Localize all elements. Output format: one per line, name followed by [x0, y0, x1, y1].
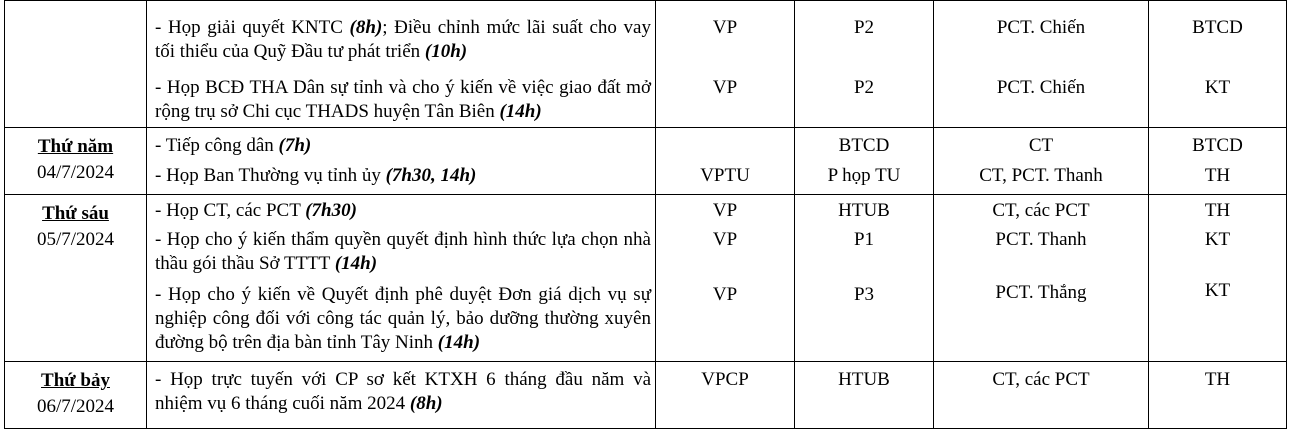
day-cell — [5, 128, 147, 195]
prep-value: KT — [1204, 229, 1231, 250]
chair-value: CT, PCT. Thanh — [979, 165, 1103, 186]
agenda-time: (14h) — [334, 253, 378, 274]
host-cell — [656, 195, 795, 362]
host-cell — [656, 128, 795, 195]
room-value: P họp TU — [827, 165, 901, 186]
agenda-item: - Tiếp công dân (7h) — [155, 135, 312, 156]
chair-cell — [934, 362, 1149, 429]
content-cell — [147, 195, 656, 362]
agenda-time: (7h30) — [305, 200, 357, 221]
content-cell — [147, 1, 656, 128]
host-value: VP — [712, 229, 738, 250]
prep-cell — [1149, 1, 1287, 128]
agenda-item: - Họp cho ý kiến về Quyết định phê duyệt Đơn giá dịch vụ sự nghiệp công đối với công tác quản lý, bảo dưỡng thường xuyên đường bộ trên địa bàn tỉnh Tây Ninh (14h) — [155, 284, 651, 353]
prep-value: TH — [1204, 369, 1231, 390]
agenda-item: - Họp giải quyết KNTC (8h); Điều chỉnh mức lãi suất cho vay tối thiểu của Quỹ Đầu tư phát triển (10h) — [155, 17, 651, 62]
content-cell — [147, 128, 656, 195]
prep-value: KT — [1204, 280, 1231, 301]
day-name: Thứ bảy — [41, 370, 110, 391]
agenda-time: (7h30, 14h) — [385, 165, 477, 186]
agenda-time: (7h) — [278, 135, 312, 156]
host-value: VPCP — [701, 369, 749, 390]
chair-value: CT, các PCT — [992, 200, 1090, 221]
day-name: Thứ năm — [37, 136, 114, 157]
day-name: Thứ sáu — [42, 203, 109, 224]
host-cell — [656, 1, 795, 128]
host-value — [656, 134, 794, 158]
room-value: P2 — [853, 17, 875, 38]
room-value: P3 — [853, 284, 875, 305]
content-cell — [147, 362, 656, 429]
room-value: HTUB — [838, 200, 890, 221]
room-value: HTUB — [838, 369, 890, 390]
room-cell — [795, 195, 934, 362]
schedule-table — [4, 0, 1287, 429]
chair-value: CT, các PCT — [992, 369, 1090, 390]
chair-value: CT — [1028, 135, 1054, 156]
room-cell — [795, 362, 934, 429]
day-cell — [5, 362, 147, 429]
agenda-time: (8h) — [409, 393, 443, 414]
room-value: BTCD — [838, 135, 890, 156]
table-row — [5, 1, 1287, 128]
prep-cell — [1149, 195, 1287, 362]
day-date: 06/7/2024 — [36, 396, 115, 417]
chair-value: PCT. Chiến — [996, 77, 1086, 98]
agenda-item: - Họp CT, các PCT (7h30) — [155, 200, 357, 221]
prep-value: KT — [1204, 77, 1231, 98]
host-value: VP — [712, 77, 738, 98]
host-value: VP — [712, 17, 738, 38]
chair-cell — [934, 128, 1149, 195]
day-cell — [5, 1, 147, 128]
host-cell — [656, 362, 795, 429]
chair-value: PCT. Thanh — [995, 229, 1087, 250]
agenda-time: (10h) — [424, 41, 468, 62]
chair-value: PCT. Chiến — [996, 17, 1086, 38]
day-cell — [5, 195, 147, 362]
prep-value: BTCD — [1192, 17, 1243, 38]
room-value: P1 — [853, 229, 875, 250]
host-value: VP — [712, 284, 738, 305]
prep-cell — [1149, 362, 1287, 429]
table-row — [5, 128, 1287, 195]
host-value: VP — [712, 200, 738, 221]
agenda-item: - Họp cho ý kiến thẩm quyền quyết định hình thức lựa chọn nhà thầu gói thầu Sở TTTT (14h) — [155, 229, 651, 274]
room-cell — [795, 1, 934, 128]
room-value: P2 — [853, 77, 875, 98]
agenda-time: (8h) — [349, 17, 383, 38]
table-row — [5, 195, 1287, 362]
room-cell — [795, 128, 934, 195]
day-date: 05/7/2024 — [36, 229, 115, 250]
agenda-item: - Họp trực tuyến với CP sơ kết KTXH 6 tháng đầu năm và nhiệm vụ 6 tháng cuối năm 2024 (8h) — [155, 369, 651, 414]
prep-cell — [1149, 128, 1287, 195]
prep-value: TH — [1204, 200, 1231, 221]
host-value: VPTU — [700, 165, 750, 186]
agenda-item: - Họp Ban Thường vụ tỉnh ủy (7h30, 14h) — [155, 165, 477, 186]
prep-value: BTCD — [1192, 135, 1243, 156]
agenda-item: - Họp BCĐ THA Dân sự tỉnh và cho ý kiến về việc giao đất mở rộng trụ sở Chi cục THADS huyện Tân Biên (14h) — [155, 77, 651, 122]
chair-cell — [934, 195, 1149, 362]
agenda-time: (14h) — [499, 101, 542, 122]
chair-cell — [934, 1, 1149, 128]
table-row — [5, 362, 1287, 429]
day-date: 04/7/2024 — [36, 162, 115, 183]
agenda-time: (14h) — [437, 332, 481, 353]
chair-value: PCT. Thắng — [995, 282, 1087, 303]
prep-value: TH — [1204, 165, 1231, 186]
